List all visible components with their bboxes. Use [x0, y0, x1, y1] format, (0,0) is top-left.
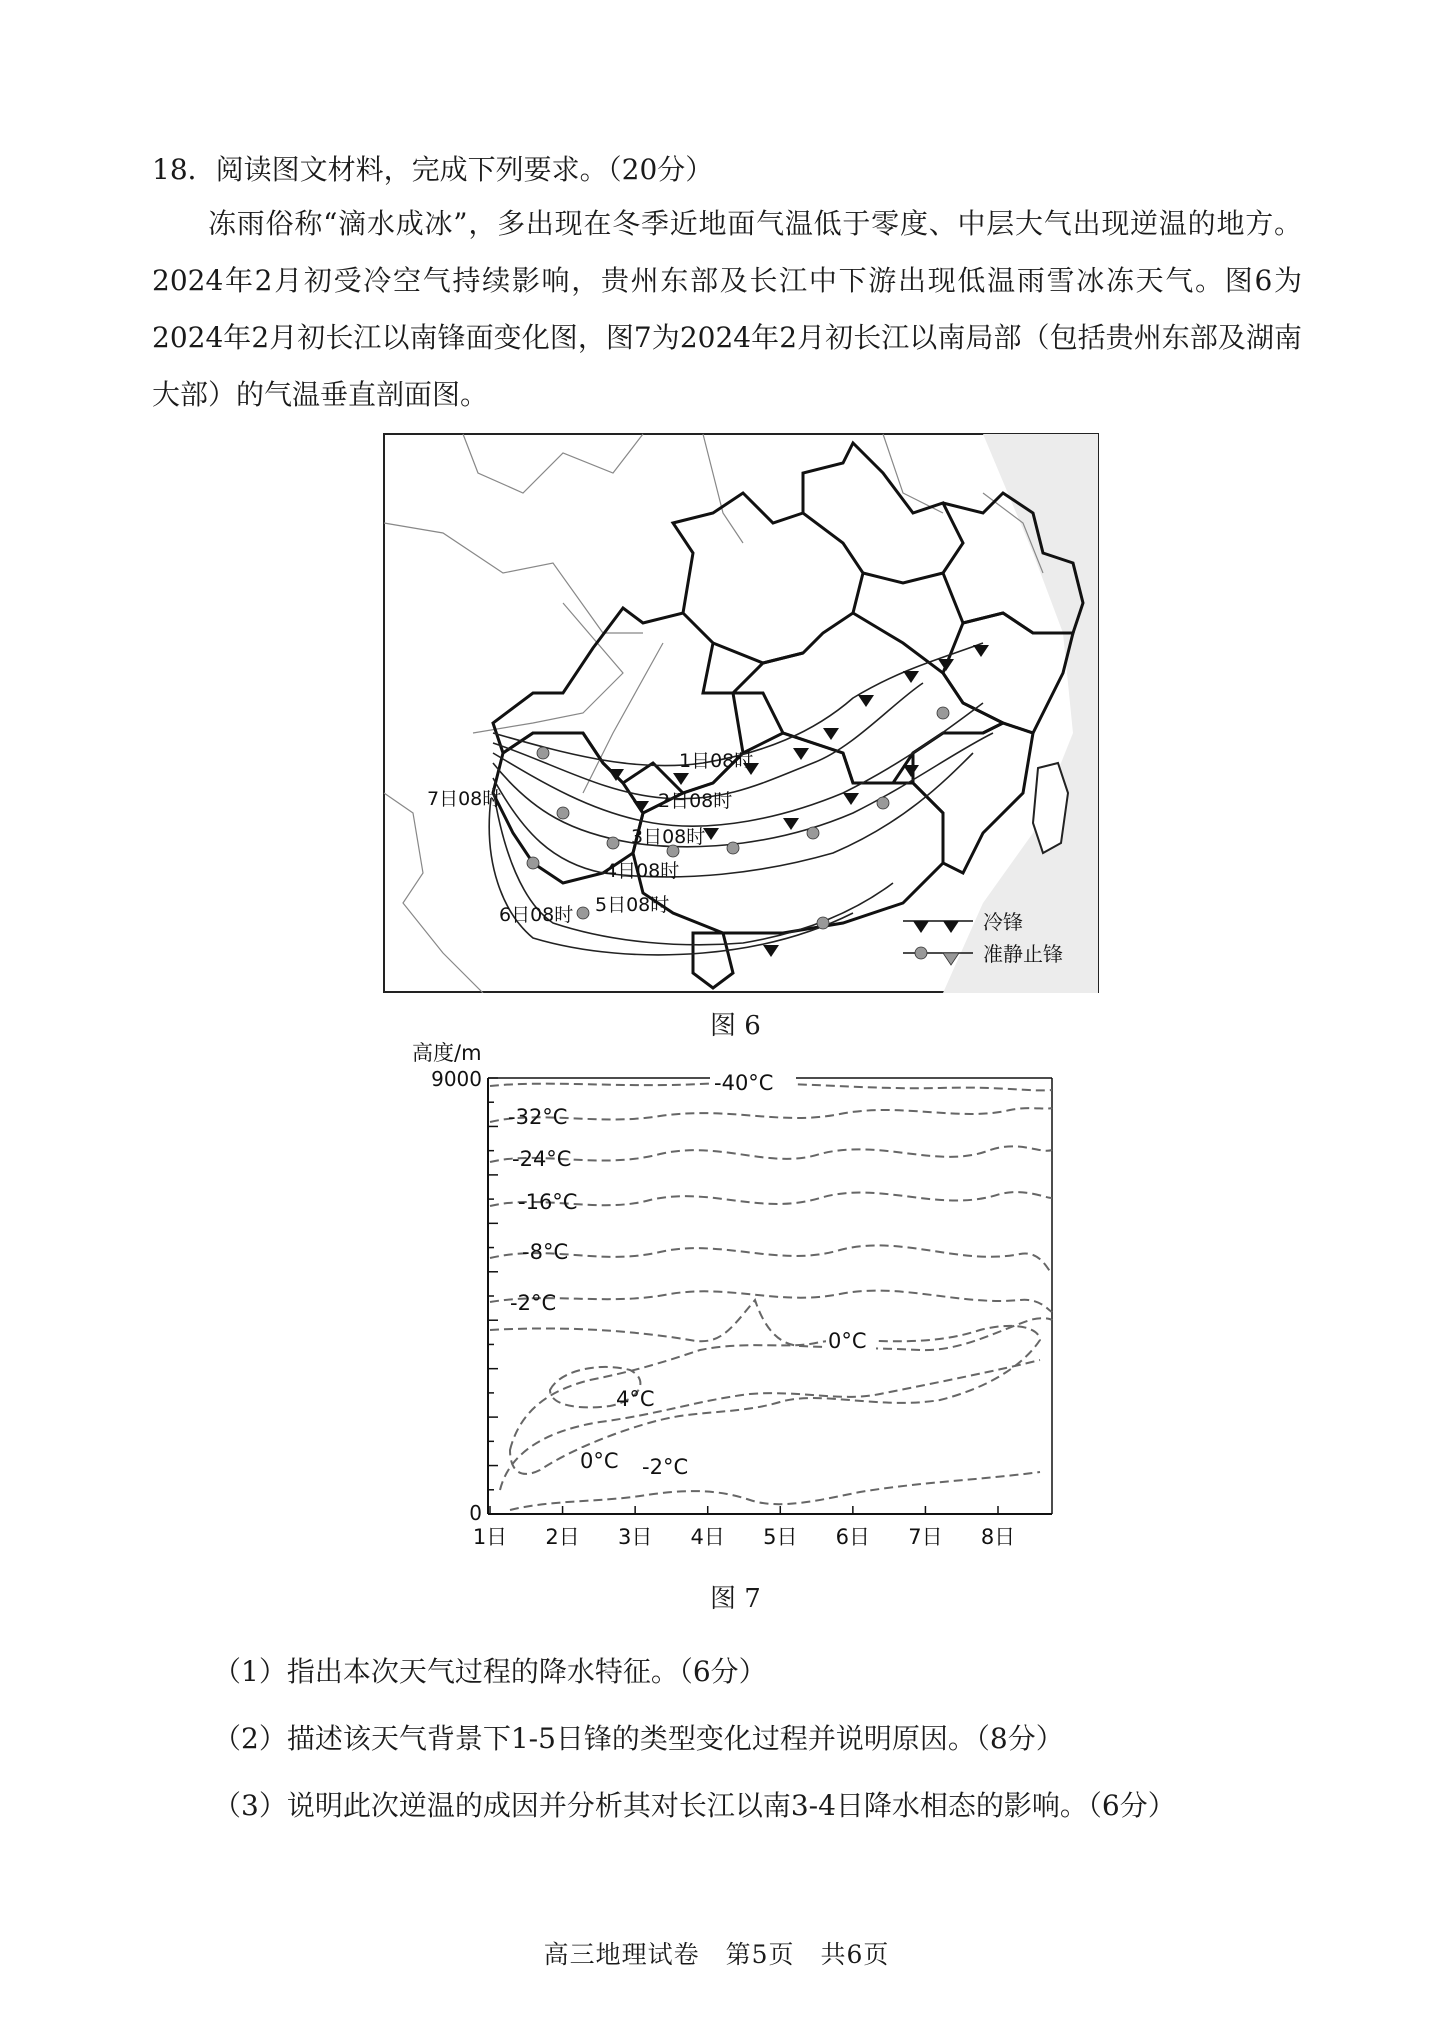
y-tick-0: 0	[469, 1501, 482, 1525]
x-tick-label: 8日	[980, 1525, 1016, 1549]
sub-question-1: （1）指出本次天气过程的降水特征。（6分）	[213, 1655, 767, 1688]
sub-question-2: （2）描述该天气背景下1-5日锋的类型变化过程并说明原因。（8分）	[213, 1722, 1064, 1755]
front-label-6: 6日08时	[499, 904, 574, 926]
front-label-4: 4日08时	[605, 860, 680, 882]
front-label-1: 1日08时	[679, 750, 754, 772]
figure6-caption: 图 6	[710, 1011, 761, 1041]
x-tick-labels	[473, 1525, 1015, 1549]
legend-stationary-front: 准静止锋	[983, 942, 1063, 966]
isotherm-label-0-lower: 0°C	[580, 1449, 619, 1473]
page-footer: 高三地理试卷 第5页 共6页	[543, 1940, 890, 1969]
isotherm-label-4: 4°C	[616, 1387, 655, 1411]
isotherm-label--16: -16°C	[518, 1190, 578, 1214]
y-tick-9000: 9000	[431, 1067, 482, 1091]
front-map	[383, 433, 1099, 993]
front-label-3: 3日08时	[631, 826, 706, 848]
figure7-caption: 图 7	[710, 1584, 761, 1614]
isotherm-label--2-lower: -2°C	[642, 1455, 689, 1479]
x-tick-label: 5日	[763, 1525, 798, 1549]
x-tick-label: 6日	[835, 1525, 871, 1549]
isotherm--2-upper	[490, 1291, 1052, 1312]
stationary-front-legend-icon	[915, 947, 927, 959]
question-paragraph: 冻雨俗称“滴水成冰”，多出现在冬季近地面气温低于零度、中层大气出现逆温的地方。2024年2月初受冷空气持续影响，贵州东部及长江中下游出现低温雨雪冰冻天气。图6为2024年2月初长江以南锋面变化图，图7为2024年2月初长江以南局部（包括贵州东部及湖南大部）的气温垂直剖面图。	[152, 207, 1302, 411]
sub-question-3: （3）说明此次逆温的成因并分析其对长江以南3-4日降水相态的影响。（6分）	[213, 1789, 1176, 1822]
isotherm--32	[490, 1108, 1052, 1122]
legend-cold-front: 冷锋	[983, 910, 1023, 934]
x-ticks	[490, 1506, 998, 1514]
front-label-7: 7日08时	[427, 788, 502, 810]
isotherm-label-0-upper: 0°C	[828, 1329, 867, 1353]
isotherm-label--2-upper: -2°C	[510, 1291, 557, 1315]
x-tick-label: 3日	[617, 1525, 653, 1549]
isotherm-label--8: -8°C	[522, 1240, 569, 1264]
x-tick-label: 7日	[908, 1525, 943, 1549]
isotherm-label--40: -40°C	[714, 1071, 774, 1095]
x-tick-label: 2日	[545, 1525, 580, 1549]
y-minor-ticks	[488, 1078, 498, 1514]
front-label-2: 2日08时	[658, 790, 733, 812]
x-tick-label: 4日	[690, 1525, 725, 1549]
isotherm--2-lower	[510, 1472, 1040, 1510]
isotherm--8	[490, 1245, 1052, 1274]
x-tick-label: 1日	[472, 1525, 508, 1549]
isotherm-label--32: -32°C	[508, 1105, 568, 1129]
isotherm-0-upper	[490, 1300, 1052, 1350]
front-label-5: 5日08时	[595, 894, 670, 916]
isotherm-lines	[490, 1083, 1052, 1510]
y-axis-label: 高度/m	[412, 1041, 482, 1065]
isotherm--24	[490, 1146, 1052, 1162]
temperature-section-chart	[400, 1030, 1080, 1570]
isotherm-label--24: -24°C	[512, 1147, 572, 1171]
question-title: 18．阅读图文材料，完成下列要求。（20分）	[152, 153, 714, 186]
